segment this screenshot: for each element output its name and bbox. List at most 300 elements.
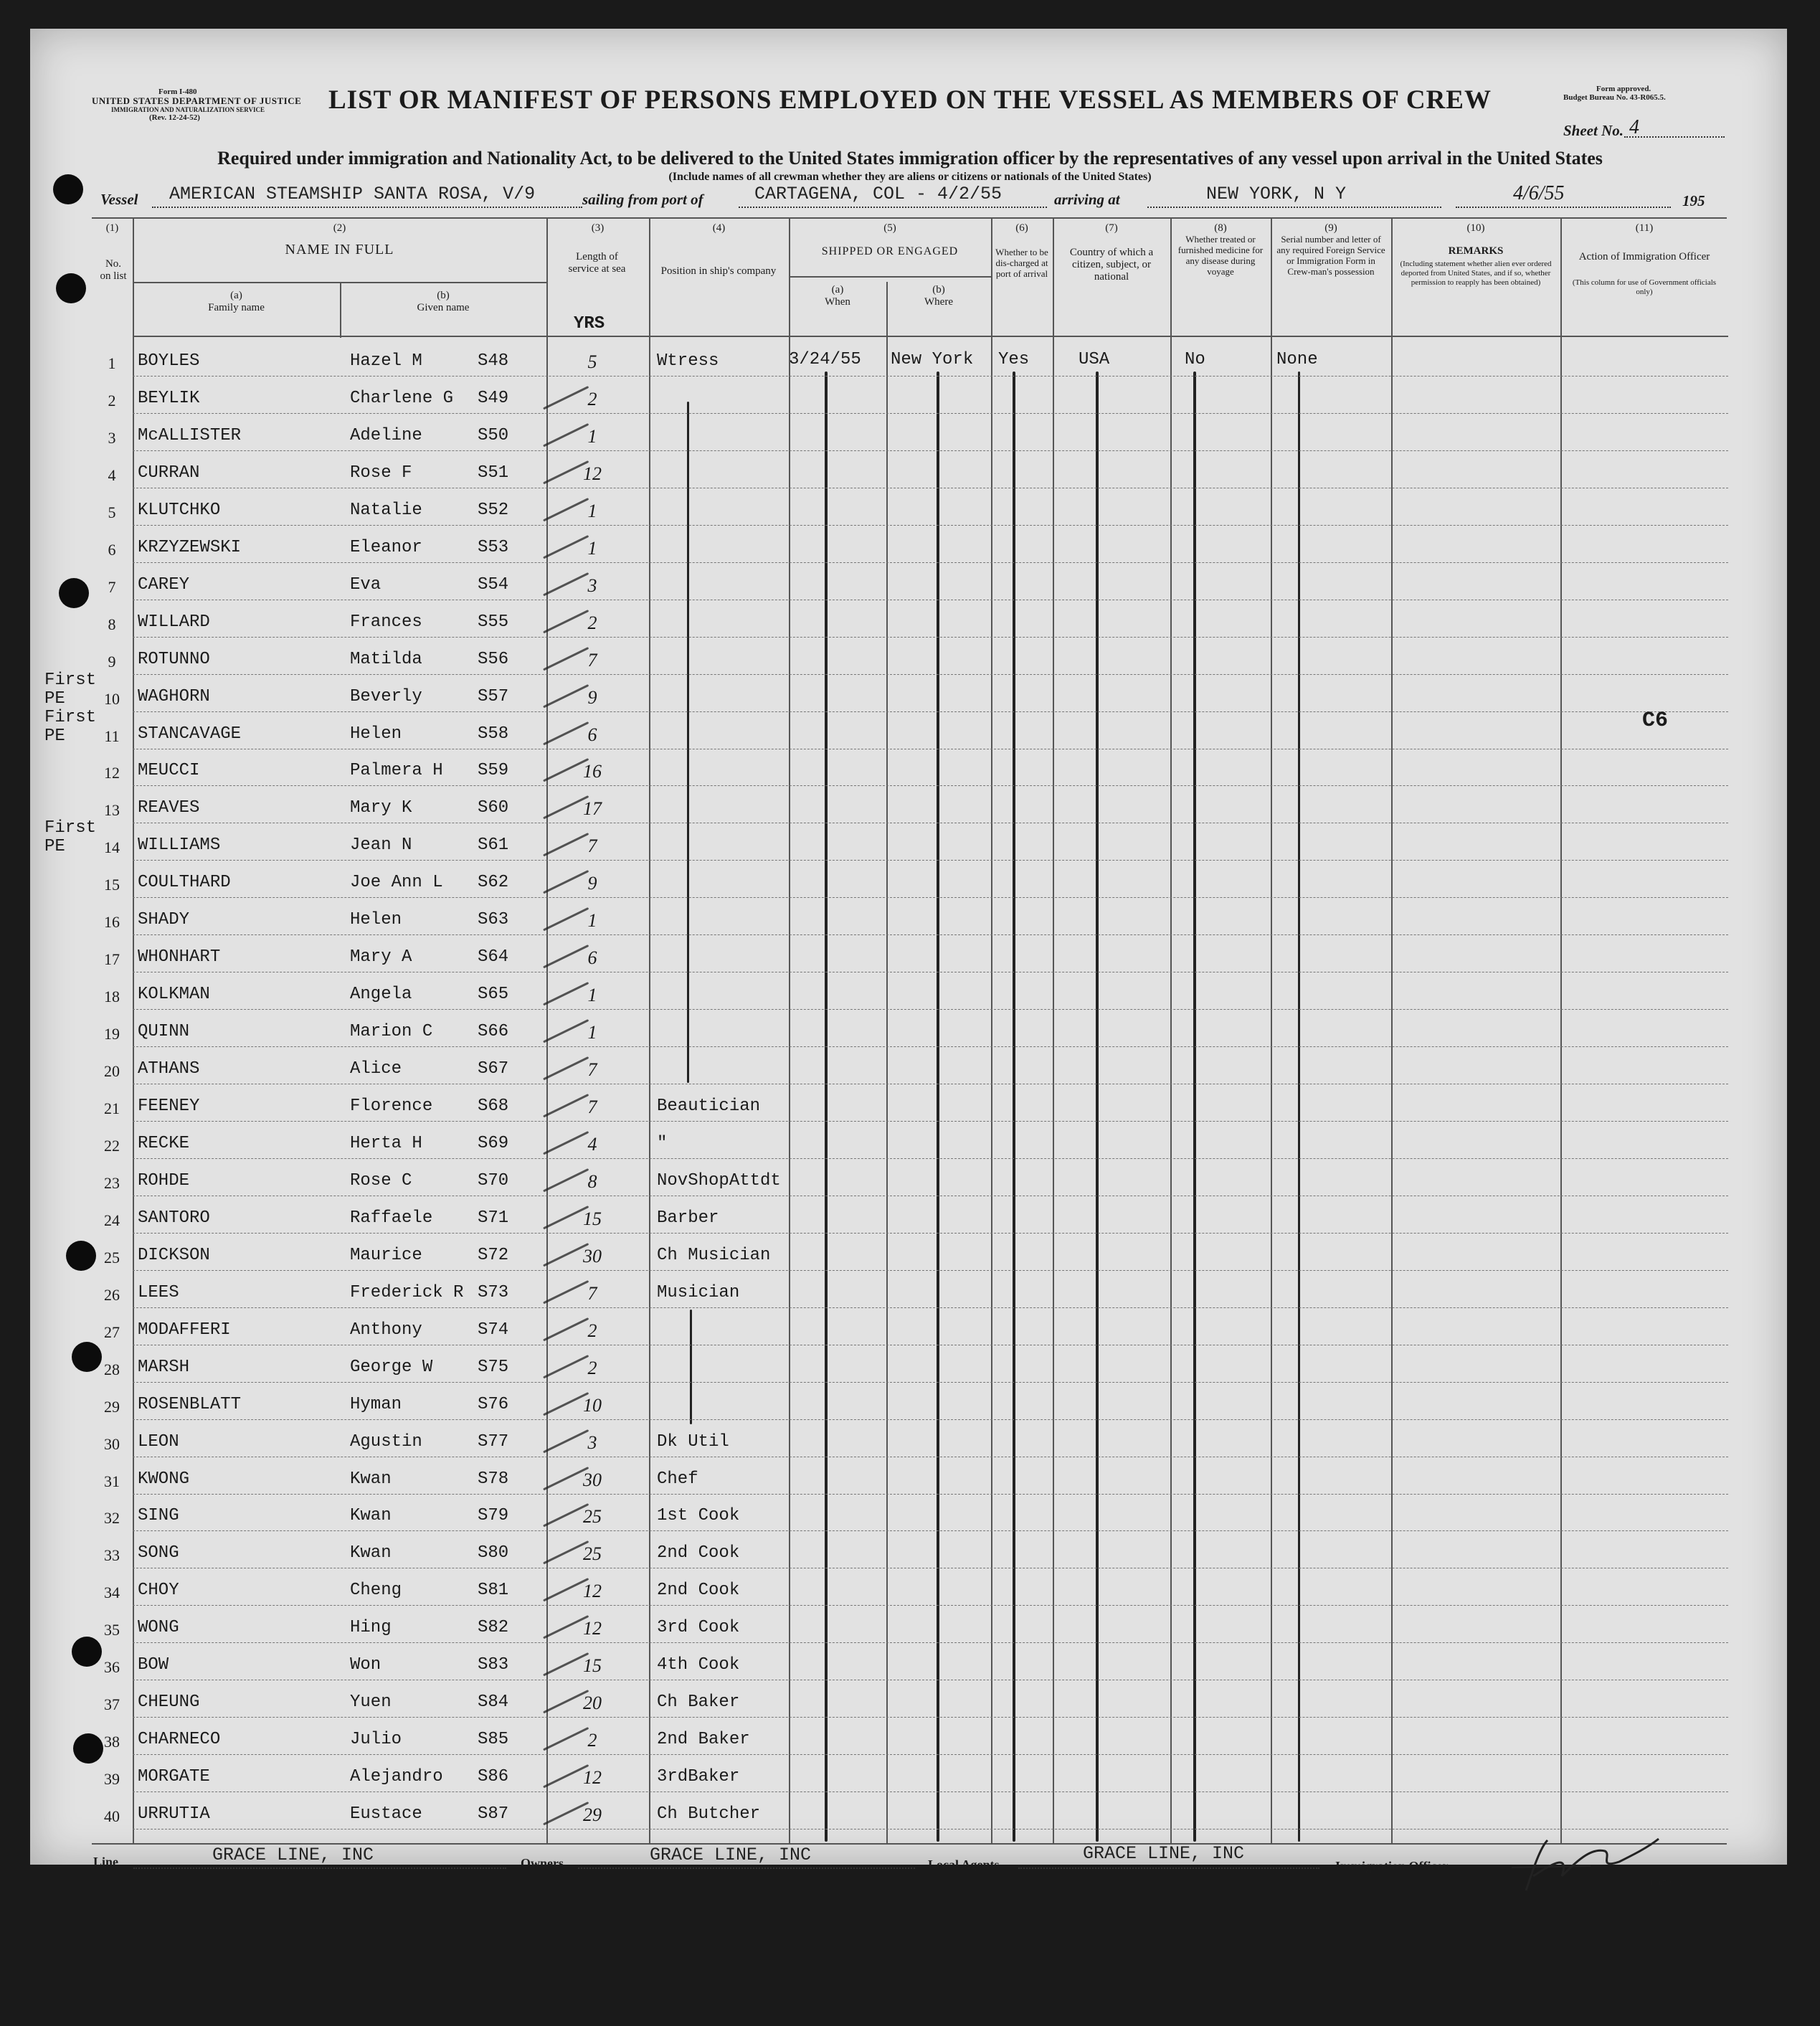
- length-of-service: 5: [587, 351, 597, 372]
- col-divider: [886, 282, 888, 1843]
- length-of-service: 1: [587, 426, 597, 447]
- length-of-service: 7: [587, 1283, 597, 1304]
- crew-code: S69: [478, 1134, 509, 1153]
- row-rule: [133, 1717, 1728, 1718]
- length-of-service: 16: [583, 761, 602, 782]
- agents-label: Local Agents: [928, 1857, 1000, 1872]
- given-name: Angela: [350, 985, 412, 1004]
- col3-number: (3): [591, 222, 605, 234]
- year-suffix: 195: [1682, 192, 1705, 209]
- line-underline: [133, 1868, 506, 1869]
- crew-code: S55: [478, 612, 509, 632]
- given-name: George W: [350, 1358, 433, 1377]
- given-name: Florence: [350, 1097, 433, 1116]
- length-of-service: 30: [583, 1246, 602, 1267]
- family-name: REAVES: [138, 798, 200, 818]
- position: Ch Baker: [657, 1693, 740, 1712]
- given-name: Rose F: [350, 463, 412, 483]
- length-of-service: 12: [583, 1618, 602, 1639]
- family-name: SHADY: [138, 910, 190, 929]
- ditto-line: [690, 1310, 692, 1424]
- position: ": [657, 1134, 668, 1153]
- given-name: Jean N: [350, 836, 412, 855]
- family-name: KOLKMAN: [138, 985, 210, 1004]
- col-divider: [1391, 217, 1393, 1843]
- crew-code: S76: [478, 1395, 509, 1414]
- row-number: 21: [104, 1099, 120, 1117]
- crew-code: S84: [478, 1693, 509, 1712]
- given-name: Joe Ann L: [350, 873, 443, 892]
- ditto-line: [1013, 371, 1015, 1842]
- position: Dk Util: [657, 1432, 729, 1452]
- length-of-service: 12: [583, 463, 602, 484]
- crew-code: S72: [478, 1246, 509, 1265]
- length-of-service: 6: [587, 947, 597, 968]
- crew-code: S60: [478, 798, 509, 818]
- department-name: UNITED STATES DEPARTMENT OF JUSTICE: [92, 95, 302, 106]
- col6-number: (6): [1015, 222, 1028, 234]
- row-rule: [133, 1642, 1728, 1643]
- position: Barber: [657, 1208, 719, 1228]
- col-divider: [649, 217, 650, 1843]
- row-number: 13: [104, 801, 120, 819]
- crew-code: S79: [478, 1506, 509, 1525]
- family-name: MODAFFERI: [138, 1320, 231, 1340]
- col7-header: Country of which a citizen, subject, or national: [1069, 247, 1154, 283]
- col-divider: [1560, 217, 1562, 1843]
- col1-header: No. on list: [100, 258, 127, 282]
- row-number: 25: [104, 1249, 120, 1267]
- name-subheader-line: [133, 282, 546, 283]
- vessel-line: [152, 207, 582, 208]
- position: 2nd Baker: [657, 1730, 750, 1749]
- col-divider: [1170, 217, 1172, 1843]
- family-name: CAREY: [138, 575, 190, 595]
- length-of-service: 15: [583, 1208, 602, 1229]
- col-divider: [1053, 217, 1054, 1843]
- service-name: IMMIGRATION AND NATURALIZATION SERVICE: [111, 106, 265, 113]
- length-of-service: 1: [587, 1022, 597, 1043]
- family-name: COULTHARD: [138, 873, 231, 892]
- length-of-service: 3: [587, 575, 597, 596]
- agents-underline: [1018, 1868, 1319, 1869]
- officer-signature: [1504, 1833, 1662, 1898]
- given-name: Yuen: [350, 1693, 392, 1712]
- table-header-bottom: [133, 336, 1728, 337]
- manifest-subtitle-note: (Include names of all crewman whether they are aliens or citizens or nationals of the United States): [668, 171, 1152, 183]
- margin-note: PE: [44, 837, 65, 856]
- family-name: WAGHORN: [138, 687, 210, 706]
- row-number: 9: [108, 653, 116, 671]
- length-of-service: 2: [587, 612, 597, 633]
- row-number: 3: [108, 429, 116, 447]
- position: Wtress: [657, 351, 719, 371]
- length-of-service: 29: [583, 1804, 602, 1825]
- crew-code: S51: [478, 463, 509, 483]
- length-of-service: 12: [583, 1581, 602, 1601]
- sheet-label: Sheet No.: [1563, 122, 1624, 139]
- col8-number: (8): [1214, 222, 1227, 234]
- crew-code: S58: [478, 724, 509, 744]
- length-of-service: 3: [587, 1432, 597, 1453]
- vessel-label: Vessel: [100, 191, 138, 208]
- given-name: Mary K: [350, 798, 412, 818]
- row-number: 30: [104, 1435, 120, 1453]
- row-rule: [133, 1382, 1728, 1383]
- col11-number: (11): [1635, 222, 1654, 234]
- col3-header: Length of service at sea: [568, 251, 626, 275]
- form-number: Form I-480: [158, 87, 197, 96]
- crew-code: S82: [478, 1618, 509, 1637]
- col2a-header: (a) Family name: [208, 290, 265, 313]
- given-name: Marion C: [350, 1022, 433, 1041]
- row-rule: [133, 376, 1728, 377]
- row-number: 29: [104, 1398, 120, 1416]
- position: 3rdBaker: [657, 1767, 740, 1786]
- row-number: 32: [104, 1509, 120, 1527]
- length-of-service: 12: [583, 1767, 602, 1788]
- row1-treated: No: [1185, 350, 1205, 369]
- crew-code: S78: [478, 1469, 509, 1489]
- owners-value: GRACE LINE, INC: [650, 1845, 812, 1865]
- col1-number: (1): [105, 222, 119, 234]
- given-name: Raffaele: [350, 1208, 433, 1228]
- col3-unit: YRS: [574, 314, 605, 333]
- col4-number: (4): [712, 222, 726, 234]
- row-number: 38: [104, 1733, 120, 1751]
- given-name: Hyman: [350, 1395, 402, 1414]
- ditto-line: [825, 371, 828, 1842]
- ditto-line: [1298, 371, 1300, 1842]
- length-of-service: 9: [587, 873, 597, 894]
- family-name: URRUTIA: [138, 1804, 210, 1824]
- family-name: WILLARD: [138, 612, 210, 632]
- col2b-header: (b) Given name: [417, 290, 470, 313]
- crew-code: S62: [478, 873, 509, 892]
- given-name: Anthony: [350, 1320, 422, 1340]
- row-rule: [133, 413, 1728, 414]
- sailing-label: sailing from port of: [582, 191, 703, 208]
- position: 2nd Cook: [657, 1581, 740, 1600]
- col10-header: REMARKS: [1448, 245, 1504, 257]
- family-name: SONG: [138, 1543, 179, 1563]
- given-name: Helen: [350, 724, 402, 744]
- length-of-service: 9: [587, 687, 597, 708]
- col5b-header: (b) Where: [924, 284, 953, 308]
- row-number: 33: [104, 1546, 120, 1564]
- col2-number: (2): [333, 222, 346, 234]
- row-number: 10: [104, 690, 120, 708]
- row-rule: [133, 525, 1728, 526]
- given-name: Alejandro: [350, 1767, 443, 1786]
- given-name: Frances: [350, 612, 422, 632]
- ditto-line: [1096, 371, 1099, 1842]
- position: 4th Cook: [657, 1655, 740, 1675]
- crew-code: S75: [478, 1358, 509, 1377]
- agents-value: GRACE LINE, INC: [1083, 1843, 1245, 1864]
- crew-code: S71: [478, 1208, 509, 1228]
- crew-code: S63: [478, 910, 509, 929]
- crew-code: S53: [478, 538, 509, 557]
- manifest-title: LIST OR MANIFEST OF PERSONS EMPLOYED ON THE VESSEL AS MEMBERS OF CREW: [328, 85, 1492, 115]
- family-name: McALLISTER: [138, 426, 242, 445]
- row-rule: [133, 1233, 1728, 1234]
- family-name: SANTORO: [138, 1208, 210, 1228]
- row-number: 34: [104, 1584, 120, 1601]
- given-name: Won: [350, 1655, 381, 1675]
- family-name: STANCAVAGE: [138, 724, 242, 744]
- position: 3rd Cook: [657, 1618, 740, 1637]
- row-rule: [133, 860, 1728, 861]
- family-name: CURRAN: [138, 463, 200, 483]
- row-number: 15: [104, 876, 120, 894]
- arrival-date-line: [1456, 207, 1671, 208]
- arriving-at: NEW YORK, N Y: [1206, 184, 1347, 204]
- position: Musician: [657, 1283, 740, 1302]
- given-name: Palmera H: [350, 761, 443, 780]
- family-name: CHARNECO: [138, 1730, 221, 1749]
- row-number: 6: [108, 541, 116, 559]
- family-name: CHEUNG: [138, 1693, 200, 1712]
- arriving-line: [1147, 207, 1441, 208]
- family-name: ATHANS: [138, 1059, 200, 1079]
- row-number: 28: [104, 1360, 120, 1378]
- punch-hole: [59, 578, 89, 608]
- length-of-service: 30: [583, 1469, 602, 1490]
- family-name: WILLIAMS: [138, 836, 221, 855]
- family-name: LEON: [138, 1432, 179, 1452]
- crew-code: S83: [478, 1655, 509, 1675]
- crew-code: S80: [478, 1543, 509, 1563]
- row-rule: [133, 1009, 1728, 1010]
- row1-serial: None: [1276, 350, 1318, 369]
- sheet-number-line: [1624, 136, 1725, 138]
- position: 2nd Cook: [657, 1543, 740, 1563]
- col-divider: [1271, 217, 1272, 1843]
- family-name: BOYLES: [138, 351, 200, 371]
- row-rule: [133, 450, 1728, 451]
- crew-code: S59: [478, 761, 509, 780]
- crew-code: S57: [478, 687, 509, 706]
- row-rule: [133, 1046, 1728, 1047]
- vessel-name: AMERICAN STEAMSHIP SANTA ROSA, V/9: [169, 184, 536, 204]
- family-name: ROTUNNO: [138, 650, 210, 669]
- given-name: Hing: [350, 1618, 392, 1637]
- length-of-service: 7: [587, 1059, 597, 1080]
- col9-header: Serial number and letter of any required Foreign Service or Immigration Form in Crew-man's possession: [1276, 234, 1385, 277]
- row-number: 11: [104, 727, 120, 745]
- col10-number: (10): [1466, 222, 1485, 234]
- given-name: Eustace: [350, 1804, 422, 1824]
- row-rule: [133, 711, 1728, 712]
- line-value: GRACE LINE, INC: [212, 1845, 374, 1865]
- owners-underline: [578, 1868, 915, 1869]
- given-name: Maurice: [350, 1246, 422, 1265]
- family-name: QUINN: [138, 1022, 190, 1041]
- length-of-service: 2: [587, 1358, 597, 1378]
- manifest-subtitle: Required under immigration and Nationality Act, to be delivered to the United States immigration officer by the representatives of any vessel upon arrival in the United States: [217, 148, 1603, 169]
- row-number: 19: [104, 1025, 120, 1043]
- position: Beautician: [657, 1097, 761, 1116]
- family-name: BEYLIK: [138, 389, 200, 408]
- col5-number: (5): [883, 222, 896, 234]
- margin-note: First: [44, 671, 97, 690]
- position: Ch Musician: [657, 1246, 771, 1265]
- row-rule: [133, 1791, 1728, 1792]
- given-name: Matilda: [350, 650, 422, 669]
- row-number: 5: [108, 503, 116, 521]
- length-of-service: 17: [583, 798, 602, 819]
- shipped-subheader-line: [789, 276, 991, 278]
- length-of-service: 7: [587, 650, 597, 671]
- crew-code: S64: [478, 947, 509, 967]
- officer-label: Immigration Officer: [1335, 1859, 1449, 1873]
- crew-code: S73: [478, 1283, 509, 1302]
- row-number: 4: [108, 466, 116, 484]
- family-name: KWONG: [138, 1469, 190, 1489]
- footer-code: 16-87393-1: [1649, 1880, 1683, 1888]
- row1-where: New York: [891, 350, 974, 369]
- length-of-service: 1: [587, 501, 597, 521]
- crew-code: S49: [478, 389, 509, 408]
- length-of-service: 25: [583, 1506, 602, 1527]
- col-divider: [991, 217, 992, 1843]
- family-name: KRZYZEWSKI: [138, 538, 242, 557]
- row-rule: [133, 785, 1728, 786]
- given-name: Eva: [350, 575, 381, 595]
- row-number: 12: [104, 764, 120, 782]
- row1-discharged: Yes: [998, 350, 1030, 369]
- length-of-service: 15: [583, 1655, 602, 1676]
- row-number: 31: [104, 1472, 120, 1490]
- row1-when: 3/24/55: [789, 350, 861, 369]
- col11-header: Action of Immigration Officer: [1578, 251, 1710, 262]
- family-name: MARSH: [138, 1358, 190, 1377]
- length-of-service: 1: [587, 538, 597, 559]
- crew-code: S54: [478, 575, 509, 595]
- given-name: Julio: [350, 1730, 402, 1749]
- length-of-service: 10: [583, 1395, 602, 1416]
- given-name: Eleanor: [350, 538, 422, 557]
- given-name: Hazel M: [350, 351, 422, 371]
- given-name: Helen: [350, 910, 402, 929]
- length-of-service: 2: [587, 389, 597, 410]
- row-number: 40: [104, 1807, 120, 1825]
- given-name: Natalie: [350, 501, 422, 520]
- col6-header: Whether to be dis-charged at port of arrival: [995, 247, 1048, 279]
- length-of-service: 25: [583, 1543, 602, 1564]
- given-name: Kwan: [350, 1543, 392, 1563]
- row-rule: [133, 1307, 1728, 1308]
- col11-note: (This column for use of Government officials only): [1572, 278, 1717, 296]
- crew-code: S77: [478, 1432, 509, 1452]
- budget-bureau: Budget Bureau No. 43-R065.5.: [1563, 93, 1666, 102]
- row-rule: [133, 674, 1728, 675]
- col5-header: SHIPPED OR ENGAGED: [821, 245, 959, 257]
- given-name: Alice: [350, 1059, 402, 1079]
- crew-code: S86: [478, 1767, 509, 1786]
- family-name: BOW: [138, 1655, 169, 1675]
- col5a-header: (a) When: [825, 284, 850, 308]
- col4-header: Position in ship's company: [660, 265, 777, 277]
- family-name: MEUCCI: [138, 761, 200, 780]
- sailing-line: [739, 207, 1047, 208]
- family-name: RECKE: [138, 1134, 190, 1153]
- given-name: Adeline: [350, 426, 422, 445]
- row1-country: USA: [1079, 350, 1110, 369]
- row-number: 7: [108, 578, 116, 596]
- row-rule: [133, 1530, 1728, 1531]
- crew-code: S61: [478, 836, 509, 855]
- row-number: 23: [104, 1174, 120, 1192]
- length-of-service: 8: [587, 1171, 597, 1192]
- given-name: Frederick R: [350, 1283, 464, 1302]
- length-of-service: 6: [587, 724, 597, 745]
- length-of-service: 1: [587, 985, 597, 1005]
- given-name: Kwan: [350, 1469, 392, 1489]
- row-number: 16: [104, 913, 120, 931]
- arriving-label: arriving at: [1054, 191, 1120, 208]
- position: NovShopAttdt: [657, 1171, 781, 1190]
- crew-code: S74: [478, 1320, 509, 1340]
- row-number: 1: [108, 354, 116, 372]
- length-of-service: 2: [587, 1730, 597, 1751]
- row-rule: [133, 1494, 1728, 1495]
- given-name: Charlene G: [350, 389, 454, 408]
- owners-label: Owners: [521, 1856, 564, 1870]
- sailing-from: CARTAGENA, COL - 4/2/55: [754, 184, 1003, 204]
- length-of-service: 7: [587, 836, 597, 856]
- crew-code: S52: [478, 501, 509, 520]
- given-name: Cheng: [350, 1581, 402, 1600]
- col8-header: Whether treated or furnished medicine for any disease during voyage: [1177, 234, 1264, 277]
- row-number: 8: [108, 615, 116, 633]
- family-name: LEES: [138, 1283, 179, 1302]
- given-name: Agustin: [350, 1432, 422, 1452]
- row-rule: [133, 1754, 1728, 1755]
- crew-code: S67: [478, 1059, 509, 1079]
- crew-code: S56: [478, 650, 509, 669]
- margin-note: PE: [44, 726, 65, 746]
- margin-note: PE: [44, 689, 65, 709]
- punch-hole: [56, 273, 86, 303]
- family-name: WHONHART: [138, 947, 221, 967]
- crew-code: S85: [478, 1730, 509, 1749]
- col10-note: (Including statement whether alien ever ordered deported from United States, and if so, whether permission to reapply has been obtained): [1400, 260, 1552, 287]
- family-name: KLUTCHKO: [138, 501, 221, 520]
- stray-mark: C6: [1642, 709, 1669, 733]
- position: Ch Butcher: [657, 1804, 761, 1824]
- family-name: SING: [138, 1506, 179, 1525]
- family-name: DICKSON: [138, 1246, 210, 1265]
- row-number: 22: [104, 1137, 120, 1155]
- row-rule: [133, 1419, 1728, 1420]
- margin-note: First: [44, 818, 97, 838]
- line-label: Line: [93, 1855, 119, 1869]
- crew-code: S66: [478, 1022, 509, 1041]
- row-number: 24: [104, 1211, 120, 1229]
- crew-code: S50: [478, 426, 509, 445]
- family-name: ROSENBLATT: [138, 1395, 242, 1414]
- row-rule: [133, 897, 1728, 898]
- family-name: CHOY: [138, 1581, 179, 1600]
- row-number: 26: [104, 1286, 120, 1304]
- row-rule: [133, 934, 1728, 935]
- col2-header: NAME IN FULL: [285, 242, 394, 257]
- crew-code: S65: [478, 985, 509, 1004]
- crew-code: S81: [478, 1581, 509, 1600]
- crew-code: S48: [478, 351, 509, 371]
